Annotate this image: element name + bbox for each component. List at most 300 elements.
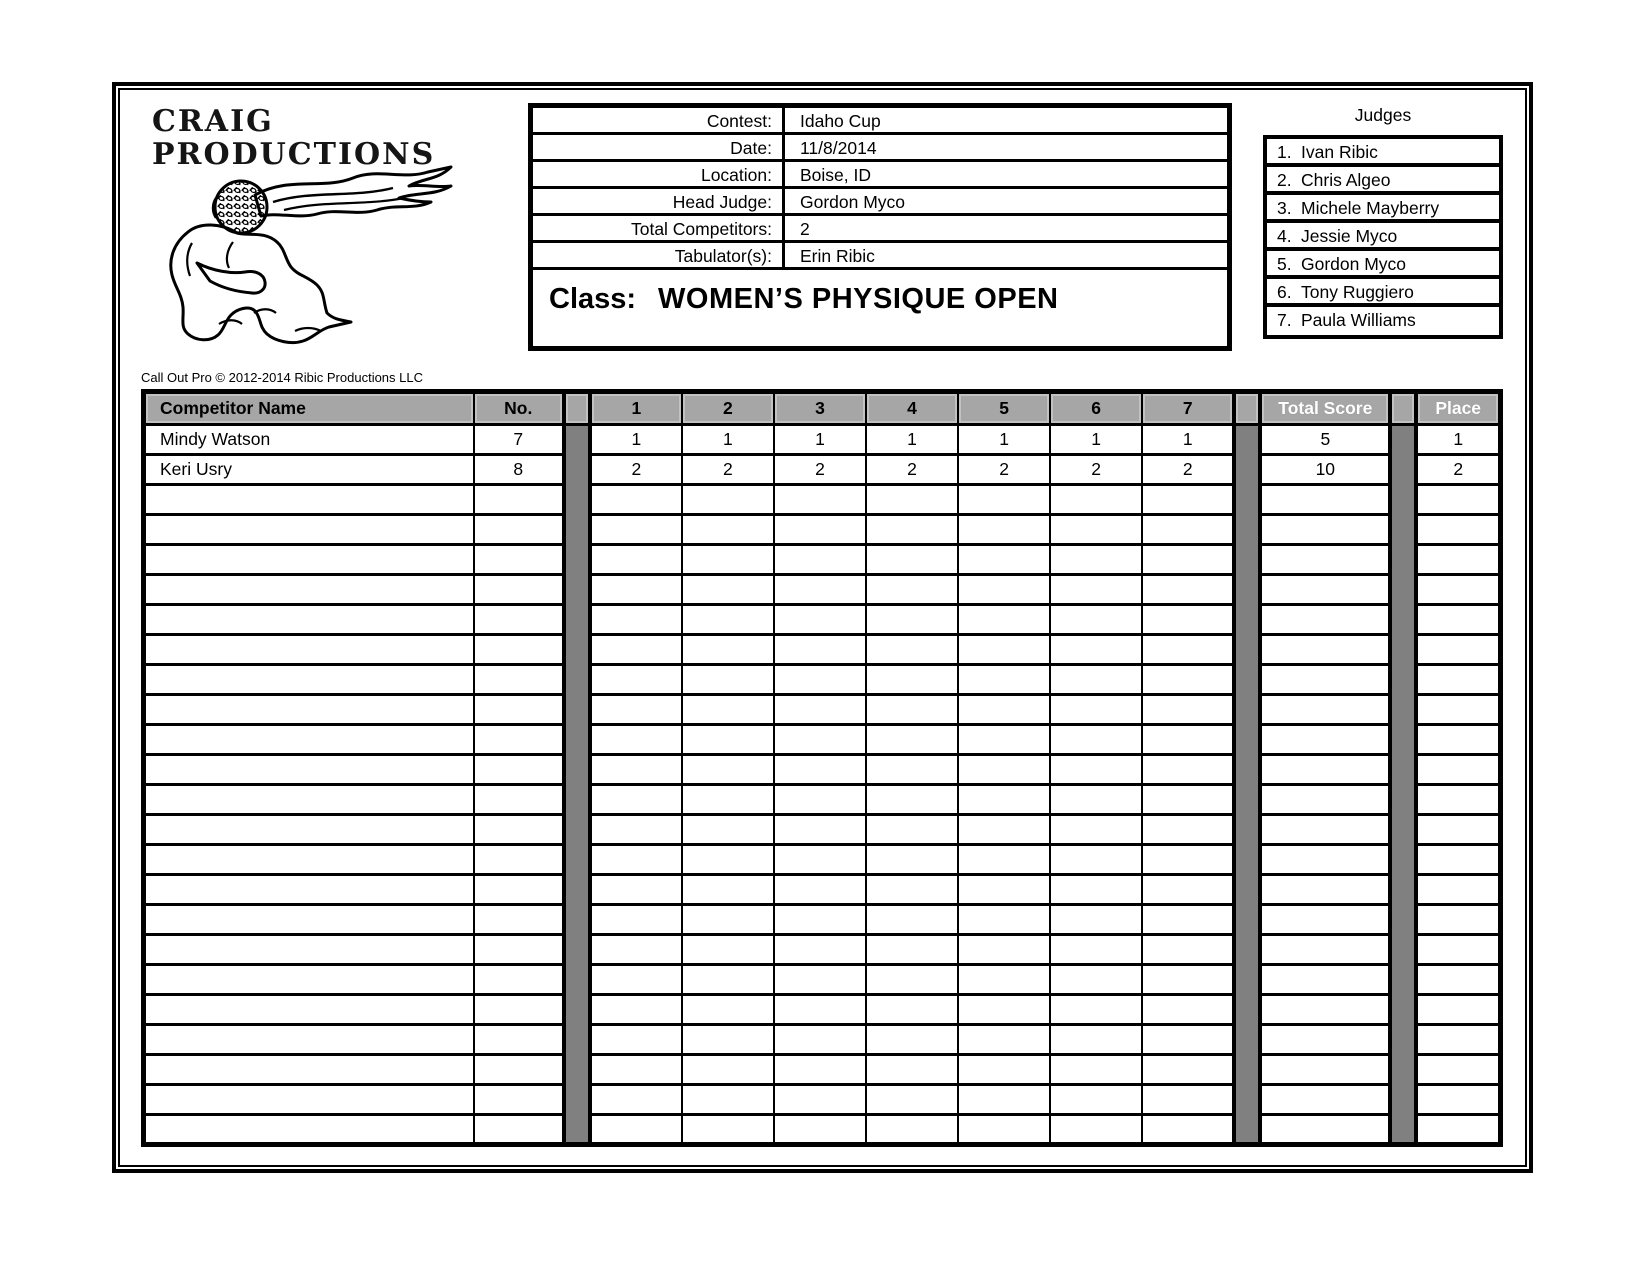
empty-row — [144, 1115, 1501, 1145]
total-score-cell — [1260, 905, 1390, 935]
competitor-no-cell — [474, 1085, 564, 1115]
competitor-name-cell: Keri Usry — [144, 455, 474, 485]
judge-score-cell — [1142, 965, 1234, 995]
judge-row — [1267, 279, 1499, 307]
contest-field-value: Idaho Cup — [782, 108, 1227, 132]
empty-row — [144, 935, 1501, 965]
total-score-header: Total Score — [1260, 392, 1390, 425]
competitor-name-cell — [144, 755, 474, 785]
judge-score-cell — [774, 1085, 866, 1115]
judge-score-cell — [1050, 665, 1142, 695]
competitor-no-cell — [474, 725, 564, 755]
class-value: WOMEN’S PHYSIQUE OPEN — [658, 282, 1059, 315]
judge-score-cell — [682, 695, 774, 725]
judge-score-cell — [682, 815, 774, 845]
judge-score-cell — [774, 1025, 866, 1055]
empty-row — [144, 605, 1501, 635]
judge-score-value: 2 — [723, 459, 733, 479]
competitor-no-cell — [474, 1055, 564, 1085]
judge-score-cell — [1050, 905, 1142, 935]
competitor-no-cell — [474, 845, 564, 875]
competitor-name-cell — [144, 1115, 474, 1145]
contest-field-value: 11/8/2014 — [782, 135, 1227, 159]
judge-number: 3. — [1277, 198, 1292, 218]
judge-score-cell — [1142, 515, 1234, 545]
judge-score-cell — [774, 1115, 866, 1145]
figure-head — [215, 181, 267, 233]
place-cell — [1416, 815, 1500, 845]
judge-score-cell — [590, 635, 682, 665]
judge-score-cell — [866, 935, 958, 965]
judge-score-cell — [682, 905, 774, 935]
judge-score-cell — [774, 1055, 866, 1085]
place-cell — [1416, 485, 1500, 515]
judge-score-cell — [958, 605, 1050, 635]
empty-row — [144, 725, 1501, 755]
judge-score-cell — [1050, 845, 1142, 875]
judge-number: 1. — [1277, 142, 1292, 162]
judge-score-cell — [958, 1115, 1050, 1145]
judge-row — [1267, 251, 1499, 279]
judge-number: 7. — [1277, 310, 1292, 330]
judge-score-cell — [590, 485, 682, 515]
judge-score-cell — [682, 605, 774, 635]
judge-score-cell — [590, 1115, 682, 1145]
judge-score-cell — [866, 1115, 958, 1145]
competitor-no-cell — [474, 965, 564, 995]
place-cell — [1416, 695, 1500, 725]
judge-score-cell — [1050, 605, 1142, 635]
contest-field-row — [533, 162, 1227, 189]
total-score-cell — [1260, 485, 1390, 515]
judge-number: 4. — [1277, 226, 1292, 246]
empty-row — [144, 575, 1501, 605]
contest-field-row — [533, 108, 1227, 135]
competitor-no-cell — [474, 905, 564, 935]
judge-score-cell — [958, 665, 1050, 695]
empty-row — [144, 515, 1501, 545]
place-cell — [1416, 1055, 1500, 1085]
competitor-row — [144, 425, 1501, 455]
judge-score-cell — [866, 755, 958, 785]
judge-score-cell — [774, 785, 866, 815]
judge-score-cell — [590, 815, 682, 845]
judge-score-cell — [774, 665, 866, 695]
judge-name: Michele Mayberry — [1301, 198, 1440, 218]
competitor-name-cell — [144, 785, 474, 815]
judge-score-cell: 2 — [866, 455, 958, 485]
logo-line1: CRAIG — [152, 104, 274, 139]
judge-number-header: 5 — [958, 392, 1050, 425]
competitor-no-cell — [474, 1025, 564, 1055]
total-score-cell: 10 — [1260, 455, 1390, 485]
judge-score-cell — [682, 1085, 774, 1115]
judge-score-cell — [866, 515, 958, 545]
judge-score-cell — [866, 965, 958, 995]
contest-field-row — [533, 243, 1227, 270]
judge-score-cell — [590, 995, 682, 1025]
competitor-no-cell: 8 — [474, 455, 564, 485]
place-cell: 1 — [1416, 425, 1500, 455]
judge-score-cell: 1 — [1050, 425, 1142, 455]
judge-score-cell — [866, 725, 958, 755]
judge-score-cell — [590, 515, 682, 545]
contest-field-row — [533, 216, 1227, 243]
judge-score-cell — [1050, 575, 1142, 605]
judge-score-cell — [958, 755, 1050, 785]
total-score-cell — [1260, 785, 1390, 815]
judge-name: Tony Ruggiero — [1301, 282, 1414, 302]
contest-field-label: Head Judge: — [672, 192, 772, 212]
judge-score-cell — [1142, 1115, 1234, 1145]
competitor-name-cell — [144, 845, 474, 875]
empty-row — [144, 995, 1501, 1025]
judge-score-cell — [590, 845, 682, 875]
competitor-no-cell — [474, 635, 564, 665]
judge-number-header: 3 — [774, 392, 866, 425]
judge-score-cell — [958, 725, 1050, 755]
judge-score-cell — [590, 875, 682, 905]
competitor-name-cell — [144, 905, 474, 935]
competitor-no-cell — [474, 545, 564, 575]
place-cell — [1416, 635, 1500, 665]
competitor-name-cell — [144, 635, 474, 665]
contest-field-label: Location: — [700, 165, 772, 185]
judge-score-cell — [1050, 1115, 1142, 1145]
judge-score-cell — [682, 485, 774, 515]
place-cell — [1416, 575, 1500, 605]
judge-score-cell — [866, 1025, 958, 1055]
place-cell — [1416, 785, 1500, 815]
total-score-cell — [1260, 635, 1390, 665]
judge-score-cell — [682, 1115, 774, 1145]
judge-score-cell — [958, 965, 1050, 995]
empty-row — [144, 1025, 1501, 1055]
total-score-cell — [1260, 575, 1390, 605]
judge-number: 5. — [1277, 254, 1292, 274]
judge-score-cell — [866, 815, 958, 845]
judge-score-cell — [682, 425, 774, 455]
total-score-cell — [1260, 545, 1390, 575]
competitor-name-cell — [144, 545, 474, 575]
judge-score-cell — [590, 695, 682, 725]
contest-field-row — [533, 135, 1227, 162]
judge-row — [1267, 195, 1499, 223]
judge-score-cell: 1 — [774, 425, 866, 455]
judge-score-cell — [958, 545, 1050, 575]
craig-productions-logo — [137, 101, 467, 363]
competitor-no-cell — [474, 695, 564, 725]
ribbon-flame — [255, 167, 451, 216]
judge-score-cell — [1050, 695, 1142, 725]
judge-score-cell — [1142, 665, 1234, 695]
place-cell — [1416, 665, 1500, 695]
judge-score-cell — [1050, 485, 1142, 515]
judge-score-cell — [866, 1055, 958, 1085]
competitor-no-cell — [474, 1115, 564, 1145]
place-cell — [1416, 905, 1500, 935]
competitor-name-cell — [144, 965, 474, 995]
judge-score-cell: 1 — [866, 425, 958, 455]
judge-score-cell — [590, 965, 682, 995]
judge-score-cell — [590, 755, 682, 785]
judge-score-cell — [682, 455, 774, 485]
judge-row — [1267, 307, 1499, 335]
competitor-name-cell — [144, 725, 474, 755]
total-score-cell — [1260, 725, 1390, 755]
competitor-name-cell — [144, 665, 474, 695]
total-score-cell — [1260, 1055, 1390, 1085]
judge-score-cell — [1142, 575, 1234, 605]
separator-header — [1234, 392, 1260, 425]
judge-score-cell — [590, 935, 682, 965]
judge-number-header: 4 — [866, 392, 958, 425]
judge-score-cell — [866, 575, 958, 605]
judge-score-cell: 2 — [1050, 455, 1142, 485]
separator-header — [564, 392, 590, 425]
judge-score-cell — [682, 665, 774, 695]
total-score-cell — [1260, 695, 1390, 725]
judge-score-cell — [590, 545, 682, 575]
judge-score-cell — [958, 905, 1050, 935]
empty-row — [144, 785, 1501, 815]
competitor-name-cell: Mindy Watson — [144, 425, 474, 455]
judge-score-cell — [1142, 935, 1234, 965]
competitor-no-cell — [474, 605, 564, 635]
judge-score-cell — [774, 635, 866, 665]
empty-row — [144, 485, 1501, 515]
copyright-text: Call Out Pro © 2012-2014 Ribic Productions LLC — [141, 370, 424, 385]
total-score-cell — [1260, 665, 1390, 695]
judge-score-cell — [590, 905, 682, 935]
competitor-no-cell — [474, 875, 564, 905]
judge-score-cell — [1142, 605, 1234, 635]
judge-score-cell — [590, 575, 682, 605]
place-cell — [1416, 725, 1500, 755]
judge-score-cell — [774, 905, 866, 935]
judge-score-cell — [774, 875, 866, 905]
judge-score-cell — [866, 905, 958, 935]
judge-score-cell — [866, 485, 958, 515]
judge-score-cell — [866, 605, 958, 635]
competitor-row — [144, 455, 1501, 485]
total-score-cell: 5 — [1260, 425, 1390, 455]
total-score-cell — [1260, 1115, 1390, 1145]
judge-score-cell — [590, 725, 682, 755]
judge-score-value: 2 — [631, 459, 642, 479]
judge-score-cell — [774, 515, 866, 545]
judge-score-cell — [590, 1025, 682, 1055]
contest-field-label: Date: — [730, 138, 772, 158]
judge-score-cell — [774, 815, 866, 845]
total-score-cell — [1260, 755, 1390, 785]
judge-score-cell — [1050, 935, 1142, 965]
judge-score-cell — [590, 425, 682, 455]
judge-score-cell — [958, 485, 1050, 515]
judge-score-cell — [958, 635, 1050, 665]
judge-score-cell — [958, 935, 1050, 965]
judge-number-header: 2 — [682, 392, 774, 425]
empty-row — [144, 875, 1501, 905]
judge-score-cell — [1050, 965, 1142, 995]
total-score-cell — [1260, 515, 1390, 545]
competitor-name-cell — [144, 1025, 474, 1055]
judge-score-cell — [590, 605, 682, 635]
judge-score-cell — [1050, 815, 1142, 845]
judge-score-cell — [1142, 485, 1234, 515]
place-cell: 2 — [1416, 455, 1500, 485]
competitor-no-cell — [474, 815, 564, 845]
judge-score-cell — [958, 1055, 1050, 1085]
judge-score-cell — [866, 845, 958, 875]
place-cell — [1416, 965, 1500, 995]
competitor-no-cell — [474, 515, 564, 545]
empty-row — [144, 905, 1501, 935]
contest-field-row — [533, 189, 1227, 216]
score-table — [141, 389, 1503, 1147]
judge-score-value: 1 — [631, 429, 642, 449]
judge-name: Chris Algeo — [1301, 170, 1391, 190]
judge-score-cell — [590, 1085, 682, 1115]
total-score-cell — [1260, 935, 1390, 965]
judge-score-cell — [774, 605, 866, 635]
contest-field-label: Contest: — [706, 111, 772, 131]
judge-score-cell — [682, 935, 774, 965]
judge-number: 6. — [1277, 282, 1292, 302]
judge-score-cell — [774, 545, 866, 575]
judge-name: Jessie Myco — [1301, 226, 1398, 246]
place-cell — [1416, 605, 1500, 635]
class-row — [533, 270, 1227, 328]
judge-score-cell — [958, 995, 1050, 1025]
competitor-no-cell — [474, 785, 564, 815]
empty-row — [144, 815, 1501, 845]
judge-score-cell — [866, 875, 958, 905]
separator-column — [1234, 425, 1260, 1145]
competitor-name-cell — [144, 605, 474, 635]
judge-number-header: 1 — [590, 392, 682, 425]
empty-row — [144, 755, 1501, 785]
total-score-cell — [1260, 605, 1390, 635]
judge-score-cell — [1050, 635, 1142, 665]
empty-row — [144, 545, 1501, 575]
judge-score-cell — [590, 665, 682, 695]
judge-score-cell — [590, 785, 682, 815]
judge-score-cell — [1050, 755, 1142, 785]
total-score-cell — [1260, 815, 1390, 845]
class-label: Class: — [549, 282, 637, 315]
judge-score-cell — [682, 635, 774, 665]
judge-score-cell — [774, 485, 866, 515]
empty-row — [144, 965, 1501, 995]
judge-score-cell — [774, 995, 866, 1025]
competitor-name-cell — [144, 875, 474, 905]
total-score-cell — [1260, 965, 1390, 995]
judge-score-cell — [1142, 815, 1234, 845]
contest-field-label: Total Competitors: — [630, 219, 772, 239]
judge-score-cell — [774, 935, 866, 965]
competitor-name-cell — [144, 995, 474, 1025]
judge-score-cell — [1142, 845, 1234, 875]
competitor-no-cell — [474, 755, 564, 785]
judge-name: Gordon Myco — [1301, 254, 1407, 274]
judge-score-cell — [1142, 1055, 1234, 1085]
competitor-no-cell — [474, 575, 564, 605]
judge-score-cell — [1050, 545, 1142, 575]
judge-score-cell — [958, 1085, 1050, 1115]
judge-score-cell — [774, 965, 866, 995]
contest-field-value: Erin Ribic — [782, 243, 1227, 267]
judges-title: Judges — [1354, 105, 1412, 125]
judge-score-cell — [958, 845, 1050, 875]
contest-info-table — [528, 103, 1232, 351]
judge-score-cell — [958, 575, 1050, 605]
judge-score-cell — [774, 695, 866, 725]
total-score-cell — [1260, 875, 1390, 905]
judge-score-cell — [1050, 1055, 1142, 1085]
judge-score-cell — [774, 755, 866, 785]
empty-row — [144, 1055, 1501, 1085]
score-table-header-row — [144, 392, 1501, 425]
judge-score-cell — [1050, 875, 1142, 905]
competitor-no-cell — [474, 485, 564, 515]
competitor-no-cell — [474, 665, 564, 695]
competitor-name-cell — [144, 515, 474, 545]
judge-score-cell — [774, 575, 866, 605]
judge-score-cell — [1142, 545, 1234, 575]
judge-score-cell — [958, 785, 1050, 815]
judge-score-cell — [1050, 1085, 1142, 1115]
logo-line2: PRODUCTIONS — [152, 137, 436, 172]
judge-score-cell — [1142, 995, 1234, 1025]
judge-score-cell — [682, 875, 774, 905]
figure-body — [171, 225, 351, 343]
judge-score-cell — [1142, 905, 1234, 935]
judge-score-cell — [1142, 695, 1234, 725]
place-cell — [1416, 545, 1500, 575]
empty-row — [144, 665, 1501, 695]
bodybuilder-figure-icon — [137, 163, 455, 355]
competitor-name-header: Competitor Name — [144, 392, 474, 425]
judge-score-cell — [1142, 1025, 1234, 1055]
judge-number-header: 6 — [1050, 392, 1142, 425]
no-header: No. — [474, 392, 564, 425]
judge-score-cell — [1050, 725, 1142, 755]
contest-field-value: 2 — [782, 216, 1227, 240]
contest-field-value: Gordon Myco — [782, 189, 1227, 213]
judge-score-cell — [866, 635, 958, 665]
judge-score-cell — [590, 1055, 682, 1085]
competitor-no-cell — [474, 935, 564, 965]
judge-score-cell — [682, 995, 774, 1025]
competitor-no-cell — [474, 995, 564, 1025]
judge-score-cell — [1142, 785, 1234, 815]
judge-score-cell — [866, 995, 958, 1025]
place-header: Place — [1416, 392, 1500, 425]
judge-row — [1267, 167, 1499, 195]
judge-score-cell — [774, 725, 866, 755]
judge-number-header: 7 — [1142, 392, 1234, 425]
judge-score-cell — [682, 1025, 774, 1055]
judge-score-cell — [866, 665, 958, 695]
total-score-cell — [1260, 1025, 1390, 1055]
empty-row — [144, 695, 1501, 725]
place-cell — [1416, 1115, 1500, 1145]
empty-row — [144, 635, 1501, 665]
separator-column — [1390, 425, 1416, 1145]
place-cell — [1416, 1025, 1500, 1055]
judge-score-cell — [1050, 515, 1142, 545]
